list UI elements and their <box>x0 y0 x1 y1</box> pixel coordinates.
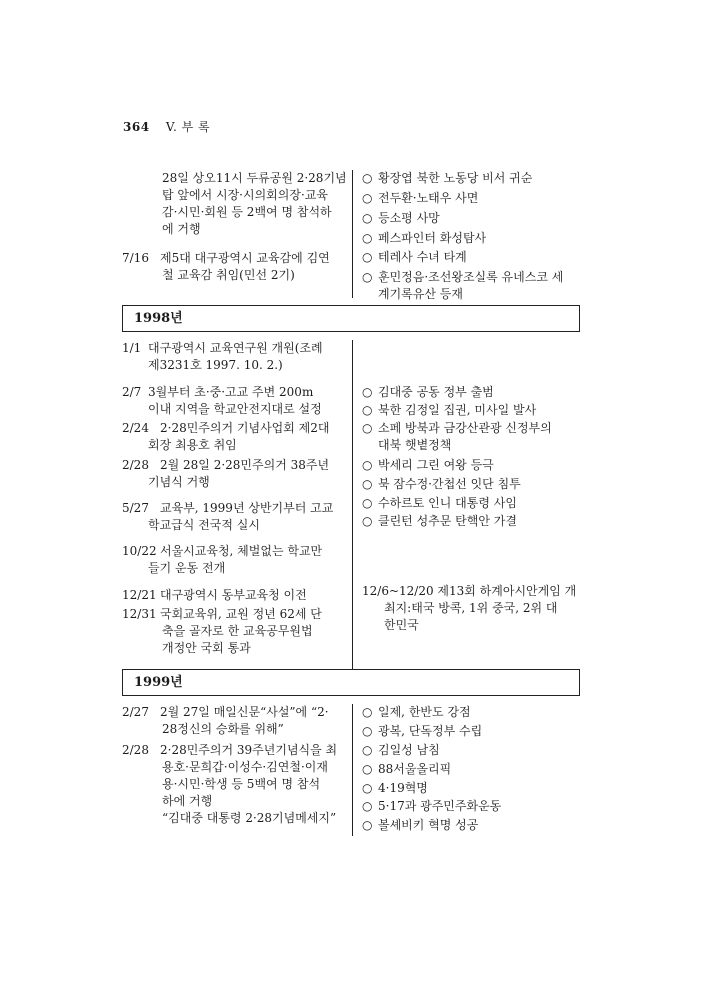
timeline-entry: 10/22 서울시교육청, 체벌없는 학교만 들기 운동 전개 <box>122 544 323 575</box>
world-event: ○ 페스파인터 화성탐사 <box>362 231 487 245</box>
world-event: ○ 황장엽 북한 노동당 비서 귀순 <box>362 171 533 185</box>
entry-date: 2/24 <box>122 421 149 435</box>
world-event: ○ 클린턴 성추문 탄핵안 가결 <box>362 514 517 528</box>
bullet-circle-icon: ○ <box>362 781 373 795</box>
world-event: ○ 소페 방북과 금강산관광 신정부의 대북 햇볕정책 <box>362 421 552 452</box>
world-event: ○ 김대중 공동 정부 출범 <box>362 385 494 399</box>
timeline-entry: 12/31 국회교육위, 교원 정년 62세 단 축을 골자로 한 교육공무원법 개정안 국회 통과 <box>122 607 322 655</box>
timeline-entry: 1/1 대구광역시 교육연구원 개원(조례 제3231호 1997. 10. 2.) <box>122 341 323 372</box>
bullet-circle-icon: ○ <box>362 270 373 284</box>
timeline-entry: 2/27 2월 27일 매일신문“사설”에 “2· 28정신의 승화를 위해” <box>122 705 329 736</box>
world-event: ○ 박세리 그린 여왕 등극 <box>362 458 494 472</box>
year-1998-section <box>122 340 582 670</box>
bullet-circle-icon: ○ <box>362 799 373 813</box>
column-divider <box>352 704 353 836</box>
world-event: ○ 테레사 수녀 타계 <box>362 250 467 264</box>
page-number: 364 <box>123 120 150 134</box>
world-event: ○ 북한 김정일 집권, 미사일 발사 <box>362 403 537 417</box>
bullet-circle-icon: ○ <box>362 818 373 832</box>
bullet-circle-icon: ○ <box>362 762 373 776</box>
world-event: ○ 88서울올리픽 <box>362 762 452 776</box>
bullet-circle-icon: ○ <box>362 403 373 417</box>
entry-date: 2/7 <box>122 385 142 399</box>
bullet-circle-icon: ○ <box>362 421 373 435</box>
bullet-circle-icon: ○ <box>362 191 373 205</box>
bullet-circle-icon: ○ <box>362 231 373 245</box>
continuation-section <box>122 170 582 301</box>
entry-date: 1/1 <box>122 341 142 355</box>
entry-date: 10/22 <box>122 544 157 558</box>
page-header <box>123 118 210 135</box>
entry-line: 28일 상오11시 두류공원 2·28기념 <box>162 171 347 185</box>
entry-line: 에 거행 <box>162 222 201 236</box>
bullet-circle-icon: ○ <box>362 514 373 528</box>
world-event: ○ 5·17과 광주민주화운동 <box>362 799 502 813</box>
world-event: ○ 등소평 사망 <box>362 211 440 225</box>
timeline-entry: 2/24 2·28민주의거 기념사업회 제2대 회장 최용호 취임 <box>122 421 330 452</box>
year-heading-1998: 1998년 <box>122 305 580 332</box>
bullet-circle-icon: ○ <box>362 250 373 264</box>
year-1999-section <box>122 704 582 836</box>
world-event: ○ 볼셰비키 혁명 성공 <box>362 818 479 832</box>
timeline-entry: 2/7 3월부터 초·중·고교 주변 200m 이내 지역을 학교안전지대로 설정 <box>122 385 322 416</box>
world-event: ○ 훈민정음·조선왕조실록 유네스코 세 계기록유산 등재 <box>362 270 564 301</box>
world-event: 12/6~12/20 제13회 하계아시안게임 개 최지:태국 방콕, 1위 중국, 2위 대 한민국 <box>362 584 577 632</box>
entry-date: 2/28 <box>122 458 149 472</box>
entry-line: 철 교육감 취임(민선 2기) <box>162 268 295 282</box>
bullet-circle-icon: ○ <box>362 477 373 491</box>
timeline-entry: 2/28 2·28민주의거 39주년기념식을 최 용호·문희갑·이성수·김연철·이재 용·시민·학생 등 5백여 명 참석 하에 거행 “김대중 대통령 2·28기념메세지” <box>122 743 338 825</box>
bullet-circle-icon: ○ <box>362 705 373 719</box>
timeline-entry <box>122 170 350 238</box>
world-event: ○ 광복, 단독정부 수립 <box>362 724 483 738</box>
bullet-circle-icon: ○ <box>362 211 373 225</box>
entry-line: 제5대 대구광역시 교육감에 김연 <box>160 251 330 265</box>
timeline-entry: 2/28 2월 28일 2·28민주의거 38주년 기념식 거행 <box>122 458 330 489</box>
column-divider <box>352 170 353 298</box>
section-title: V. 부 록 <box>165 120 211 134</box>
bullet-circle-icon: ○ <box>362 743 373 757</box>
entry-date: 7/16 <box>122 251 149 265</box>
timeline-entry <box>122 250 350 284</box>
world-event: ○ 전두환·노태우 사면 <box>362 191 479 205</box>
entry-date: 12/21 <box>122 588 157 602</box>
entry-date: 12/31 <box>122 607 157 621</box>
year-heading-1999: 1999년 <box>122 669 580 696</box>
world-event: ○ 수하르토 인니 대통령 사임 <box>362 496 517 510</box>
bullet-circle-icon: ○ <box>362 171 373 185</box>
entry-date: 2/27 <box>122 705 149 719</box>
timeline-entry: 12/21 대구광역시 동부교육청 이전 <box>122 588 307 602</box>
world-event: ○ 일제, 한반도 강점 <box>362 705 471 719</box>
entry-line: 탑 앞에서 시장·시의회의장·교육 <box>162 188 328 202</box>
world-event: ○ 김일성 남침 <box>362 743 440 757</box>
bullet-circle-icon: ○ <box>362 385 373 399</box>
entry-date: 2/28 <box>122 743 149 757</box>
bullet-circle-icon: ○ <box>362 724 373 738</box>
bullet-circle-icon: ○ <box>362 496 373 510</box>
bullet-circle-icon: ○ <box>362 458 373 472</box>
world-event: ○ 북 잠수정·간첩선 잇단 침투 <box>362 477 521 491</box>
timeline-entry: 5/27 교육부, 1999년 상반기부터 고교 학교급식 전국적 실시 <box>122 501 334 532</box>
entry-date: 5/27 <box>122 501 149 515</box>
world-event: ○ 4·19혁명 <box>362 781 428 795</box>
column-divider <box>352 340 353 670</box>
entry-line: 감·시민·회원 등 2백여 명 참석하 <box>162 205 332 219</box>
